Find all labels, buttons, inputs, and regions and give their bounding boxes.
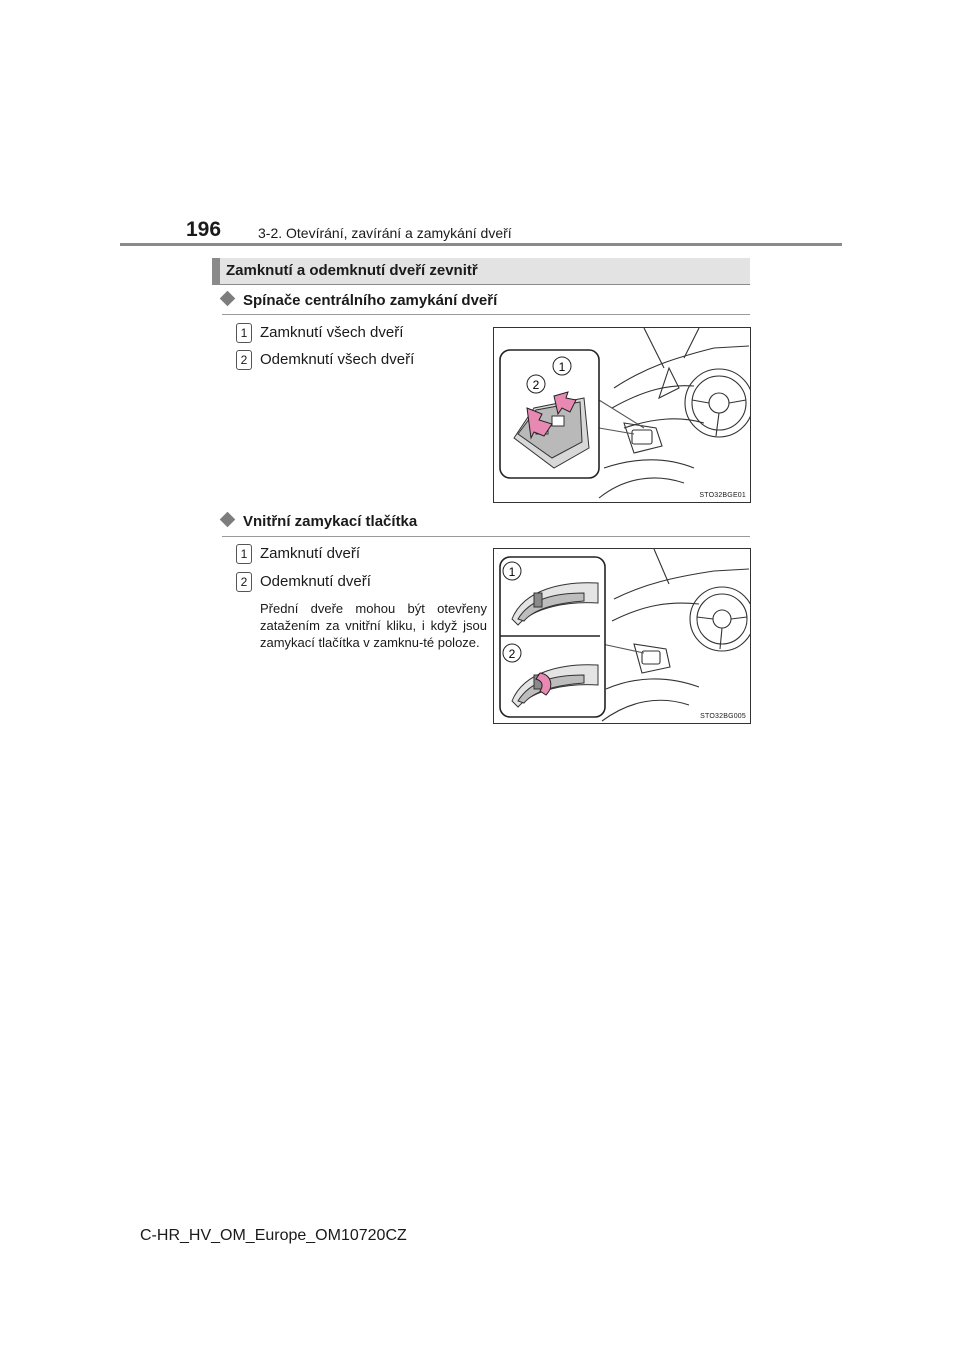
step-text: Odemknutí všech dveří: [260, 351, 415, 368]
figure-inside-lock-buttons: [493, 548, 751, 724]
section-title-bar: [212, 258, 750, 285]
page-number: 196: [186, 218, 222, 241]
section-accent: [212, 258, 220, 284]
figure-central-lock-switches: [493, 327, 751, 503]
note-text: Přední dveře mohou být otevřeny zatažením za vnitřní kliku, i když jsou zamykací tlačítka v zamknu-té poloze.: [260, 601, 487, 650]
step-number: 2: [236, 350, 252, 370]
running-head: 3-2. Otevírání, zavírání a zamykání dveří: [258, 225, 512, 241]
callout-2: 2: [508, 647, 516, 661]
step-number: 1: [236, 323, 252, 343]
subsection-rule: [222, 314, 750, 315]
callout-2: 2: [532, 378, 540, 392]
diamond-bullet-icon: [220, 512, 236, 528]
subsection-rule: [222, 536, 750, 537]
subsection-title-text: Vnitřní zamykací tlačítka: [243, 513, 418, 530]
step-number: 2: [236, 572, 252, 592]
callout-1: 1: [558, 360, 566, 374]
subsection-title-central-lock: [222, 292, 497, 309]
figure-code: STO32BG005: [700, 713, 746, 720]
header-rule: [120, 243, 842, 246]
subsection-title-inside-lock: [222, 513, 417, 530]
central-lock-illustration: [494, 328, 750, 502]
section-title: Zamknutí a odemknutí dveří zevnitř: [226, 262, 478, 279]
step-text: Zamknutí dveří: [260, 545, 361, 562]
inside-lock-illustration: [494, 549, 750, 723]
footer-doc-id: C-HR_HV_OM_Europe_OM10720CZ: [140, 1227, 407, 1244]
step-text: Odemknutí dveří: [260, 573, 371, 590]
subsection-title-text: Spínače centrálního zamykání dveří: [243, 292, 498, 309]
figure-code: STO32BGE01: [699, 492, 746, 499]
diamond-bullet-icon: [220, 291, 236, 307]
callout-1: 1: [508, 565, 516, 579]
step-text: Zamknutí všech dveří: [260, 324, 404, 341]
step-number: 1: [236, 544, 252, 564]
